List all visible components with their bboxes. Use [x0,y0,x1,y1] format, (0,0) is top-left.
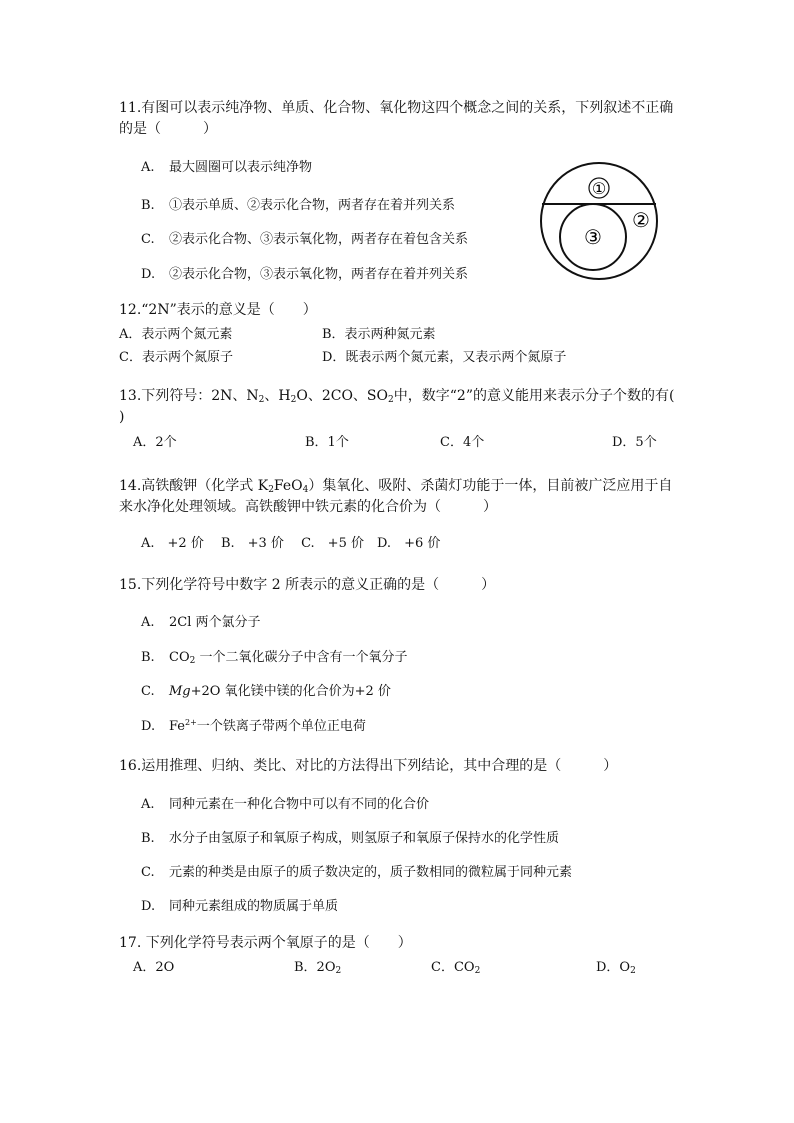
question-15-option-b: B. $CO_2$ 一个二氧化碳分子中含有一个氧分子 [141,650,408,666]
question-11-option-b: B. ①表示单质、②表示化合物，两者存在着并列关系 [141,198,456,213]
question-13-option-c: C．4个 [440,435,485,450]
question-13-option-a: A．2个 [133,435,177,450]
question-12-stem: 12.“2N”表示的意义是（ ） [119,302,317,318]
question-11-option-d: D. ②表示化合物，③表示氧化物，两者存在着并列关系 [141,267,469,282]
question-16-option-c: C. 元素的种类是由原子的质子数决定的，质子数相同的微粒属于同种元素 [141,865,573,880]
question-15-stem: 15.下列化学符号中数字 2 所表示的意义正确的是（ ） [119,577,496,593]
question-15-option-d: D. $Fe^{2+}$一个铁离子带两个单位正电荷 [141,718,366,734]
question-16-option-a: A. 同种元素在一种化合物中可以有不同的化合价 [141,797,430,812]
question-17-option-c: C．$CO_2$ [431,960,481,976]
question-14-stem: 14.高铁酸钾（化学式 $K_2FeO_4$）集氧化、吸附、杀菌灯功能于一体，目前被广泛应用于自来水净化处理领域。高铁酸钾中铁元素的化合价为（ ） [119,478,673,515]
question-16-option-d: D. 同种元素组成的物质属于单质 [141,899,339,914]
question-16-option-b: B. 水分子由氢原子和氧原子构成，则氢原子和氧原子保持水的化学性质 [141,831,560,846]
label-1: ① [591,179,607,198]
question-15-option-c: C. Mg+2O 氧化镁中镁的化合价为+2 价 [141,684,391,699]
question-16-stem: 16.运用推理、归纳、类比、对比的方法得出下列结论，其中合理的是（ ） [119,758,618,774]
question-12-option-c: C．表示两个氮原子 [119,350,233,365]
question-17-option-d: D．$O_2$ [596,960,636,976]
question-17-option-b: B．$2O_2$ [294,960,342,976]
question-12-option-d: D．既表示两个氮元素，又表示两个氮原子 [322,350,567,365]
question-12-option-b: B．表示两种氮元素 [322,327,436,342]
concept-circle-diagram [536,160,662,282]
question-11-option-c: C. ②表示化合物、③表示氧化物，两者存在着包含关系 [141,232,469,247]
question-17-stem: 17. 下列化学符号表示两个氧原子的是（ ） [119,935,412,951]
question-13-option-d: D．5个 [612,435,657,450]
question-17-option-a: A．2O [133,960,175,975]
question-12-option-a: A．表示两个氮元素 [119,327,233,342]
question-11-stem: 11.有图可以表示纯净物、单质、化合物、氧化物这四个概念之间的关系，下列叙述不正确的是（ ） [119,100,674,137]
question-15-option-a: A. 2Cl 两个氯分子 [141,615,261,630]
question-14-options: A. +2 价 B. +3 价 C. +5 价 D. +6 价 [141,536,441,551]
question-13-option-b: B．1个 [305,435,349,450]
question-11-option-a: A. 最大圆圈可以表示纯净物 [141,160,313,175]
question-13-stem: 13.下列符号：2N、$N_2$、$H_2O$、2CO、$SO_2$中，数字“2”的意义能用来表示分子个数的有( ) [119,388,675,425]
label-3: ③ [584,225,602,249]
label-2: ② [632,208,650,232]
